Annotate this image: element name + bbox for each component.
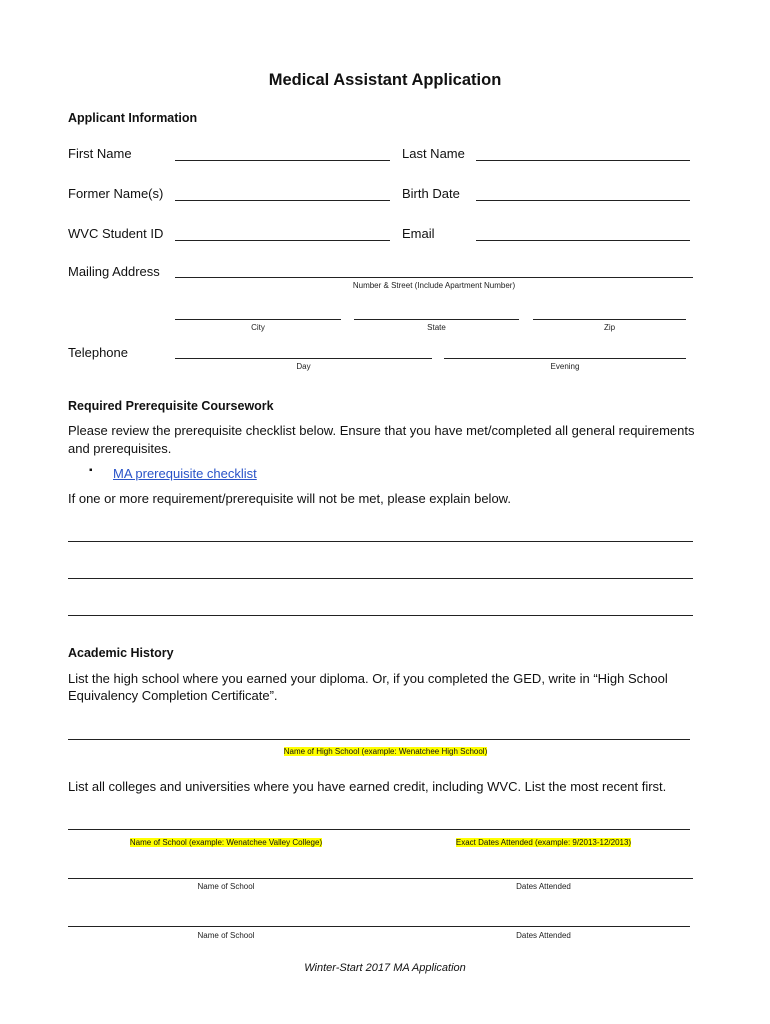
- city-field[interactable]: [175, 319, 341, 320]
- evening-phone-field[interactable]: [444, 358, 686, 359]
- college-line-2[interactable]: [68, 878, 693, 879]
- prereq-paragraph-line1: Please review the prerequisite checklist below. Ensure that you have met/completed all general requirements: [68, 423, 695, 438]
- zip-caption: Zip: [603, 323, 616, 332]
- evening-caption: Evening: [550, 362, 580, 371]
- school-example-wrap: [68, 832, 384, 850]
- prereq-checklist-link[interactable]: MA prerequisite checklist: [113, 466, 257, 481]
- city-caption: City: [251, 323, 265, 332]
- former-names-label: Former Name(s): [68, 186, 164, 201]
- dates-example-caption: Exact Dates Attended (example: 9/2013-12/2013): [455, 838, 632, 847]
- explain-line-1[interactable]: [68, 541, 693, 542]
- high-school-field[interactable]: [68, 739, 690, 740]
- prereq-heading: Required Prerequisite Coursework: [68, 399, 274, 413]
- mailing-address-label: Mailing Address: [68, 264, 160, 279]
- bullet-icon: ▪: [89, 465, 93, 476]
- street-address-caption: Number & Street (Include Apartment Number): [352, 281, 516, 290]
- day-caption: Day: [296, 362, 311, 371]
- page-footer: Winter-Start 2017 MA Application: [304, 962, 466, 974]
- former-names-field[interactable]: [175, 200, 390, 201]
- birth-date-label: Birth Date: [402, 186, 460, 201]
- academic-heading: Academic History: [68, 646, 174, 660]
- zip-field[interactable]: [533, 319, 686, 320]
- school-caption-3: Name of School: [197, 931, 255, 940]
- email-label: Email: [402, 226, 435, 241]
- dates-caption-2: Dates Attended: [516, 882, 571, 891]
- applicant-heading: Applicant Information: [68, 111, 198, 125]
- page-title: Medical Assistant Application: [268, 71, 502, 89]
- email-field[interactable]: [476, 240, 690, 241]
- academic-paragraph-line1: List the high school where you earned your diploma. Or, if you completed the GED, write in “High School: [68, 671, 668, 686]
- high-school-caption: Name of High School (example: Wenatchee High School): [283, 747, 488, 756]
- dates-caption-3: Dates Attended: [516, 931, 571, 940]
- school-caption-2: Name of School: [197, 882, 255, 891]
- college-line-1[interactable]: [68, 829, 690, 830]
- high-school-caption-wrap: [68, 741, 703, 759]
- academic-paragraph-line2: Equivalency Completion Certificate”.: [68, 688, 278, 703]
- dates-example-wrap: [387, 832, 700, 850]
- school-example-caption: Name of School (example: Wenatchee Valley College): [129, 838, 323, 847]
- first-name-field[interactable]: [175, 160, 390, 161]
- explain-line-2[interactable]: [68, 578, 693, 579]
- first-name-label: First Name: [68, 146, 132, 161]
- prereq-explain-text: If one or more requirement/prerequisite will not be met, please explain below.: [68, 491, 511, 506]
- student-id-label: WVC Student ID: [68, 226, 164, 241]
- colleges-text: List all colleges and universities where you have earned credit, including WVC. List the most recent first.: [68, 779, 667, 794]
- state-caption: State: [427, 323, 446, 332]
- last-name-field[interactable]: [476, 160, 690, 161]
- birth-date-field[interactable]: [476, 200, 690, 201]
- college-line-3[interactable]: [68, 926, 690, 927]
- prereq-paragraph-line2: and prerequisites.: [68, 441, 172, 456]
- last-name-label: Last Name: [402, 146, 465, 161]
- telephone-label: Telephone: [68, 345, 128, 360]
- state-field[interactable]: [354, 319, 519, 320]
- day-phone-field[interactable]: [175, 358, 432, 359]
- student-id-field[interactable]: [175, 240, 390, 241]
- street-address-field[interactable]: [175, 277, 693, 278]
- explain-line-3[interactable]: [68, 615, 693, 616]
